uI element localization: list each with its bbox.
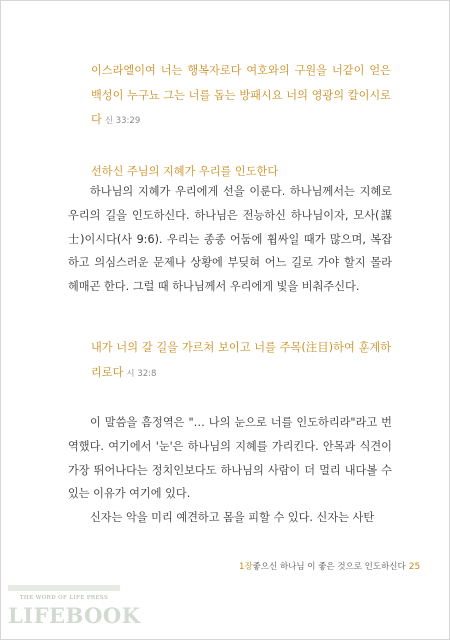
scripture-quote-1-ref: 신 33:29 [104,116,141,126]
logo-brand: LIFEBOOK [8,603,141,628]
scripture-quote-1 [91,59,391,134]
scripture-quote-2-text: 내가 너의 갈 길을 가르쳐 보이고 너를 주목(注目)하여 훈계하리로다 [91,341,391,379]
paragraph-3: 신자는 악을 미리 예견하고 몸을 피할 수 있다. 신자는 사탄 [90,511,375,525]
logo-tagline: THE WORD OF LIFE PRESS [19,595,109,601]
scripture-quote-1-text: 이스라엘이여 너는 행복자로다 여호와의 구원을 너같이 얻은 백성이 누구뇨 그는 너를 돕는 방패시요 너의 영광의 칼이시로다 [91,64,391,126]
body-text-2 [68,411,392,530]
scripture-quote-2 [91,336,391,386]
footer-chapter: 1장 [239,562,253,572]
page-number: 25 [408,562,421,572]
footer-title: 좋으신 하나님 이 좋은 것으로 인도하신다 [252,562,406,572]
body-text-1 [68,180,392,299]
lifebook-logo [8,585,141,637]
section-heading: 선하신 주님의 지혜가 우리를 인도한다 [91,165,279,178]
scripture-quote-2-ref: 시 32:8 [126,368,157,379]
paragraph-2: 이 말씀을 흠정역은 "… 나의 눈으로 너를 인도하리라"라고 번역했다. 여기에서 '눈'은 하나님의 지혜를 가리킨다. 안목과 식견이 가장 뛰어나다는 정치인보다도 하나님의 사람이 더 멀리 내다볼 수 있는 이유가 여기에 있다. [68,416,392,501]
running-footer [239,561,421,573]
paragraph-1: 하나님의 지혜가 우리에게 선을 이룬다. 하나님께서는 지혜로 우리의 길을 인도하신다. 하나님은 전능하신 하나님이자, 모사(謀士)이시다(사 9:6). 우리는 종종 어둠에 휩싸일 때가 많으며, 복잡하고 의심스러운 문제나 상황에 부딪혀 어느 길로 가야 할지 몰라 헤매곤 한다. 그럴 때 하나님께서 우리에게 빛을 비춰주신다. [68,185,392,294]
logo-bar [8,585,120,591]
